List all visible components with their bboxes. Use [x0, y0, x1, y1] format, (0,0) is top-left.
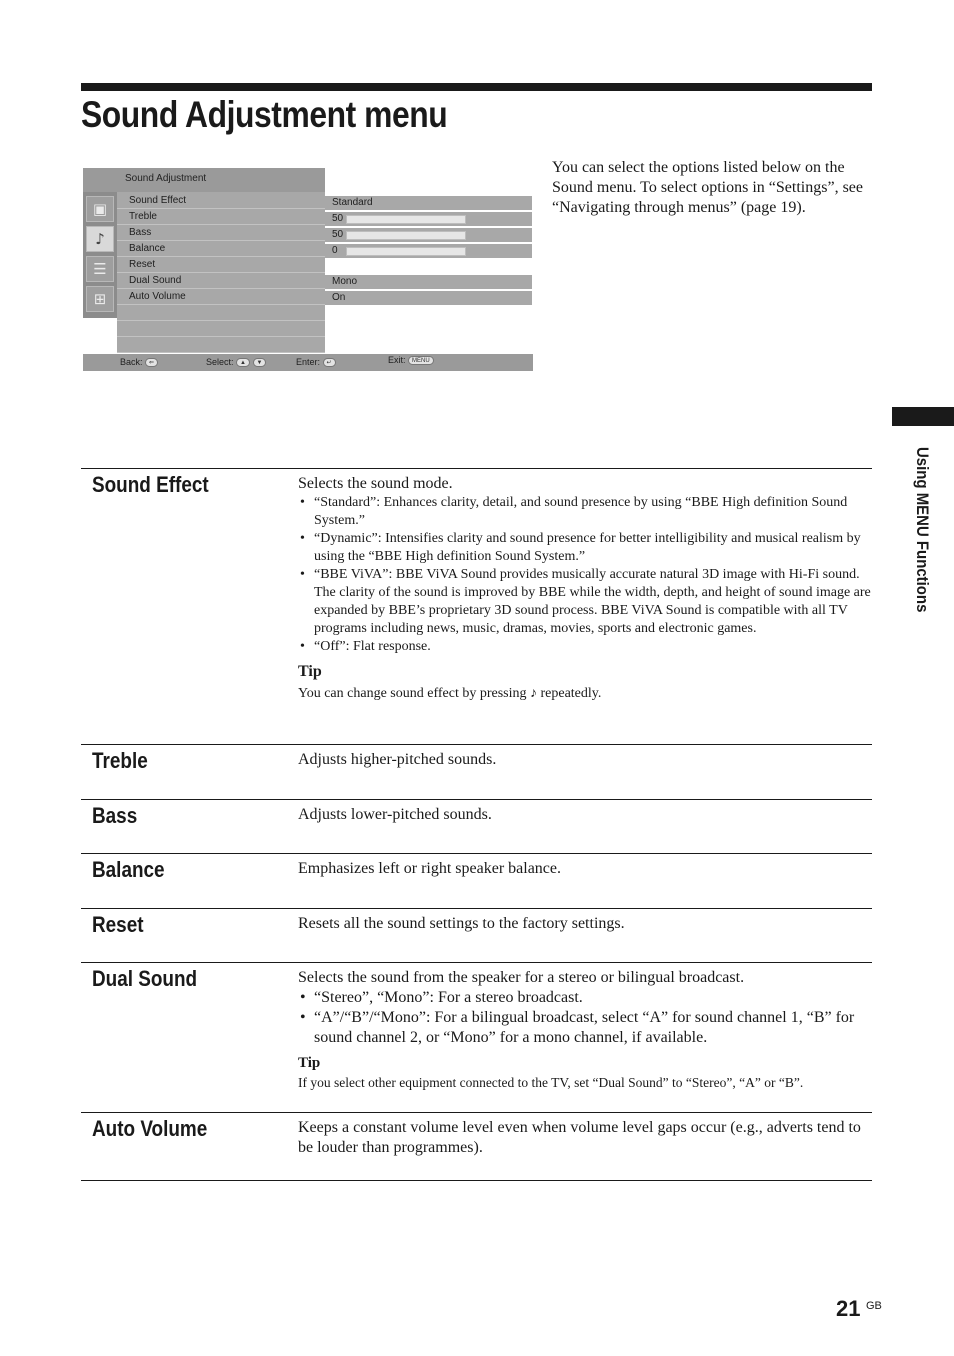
osd-item-bass: Bass — [117, 225, 325, 241]
desc-bass: Adjusts lower-pitched sounds. — [298, 806, 492, 823]
osd-value-sound-effect — [325, 196, 532, 210]
desc-sound-effect — [298, 474, 874, 703]
osd-screen — [83, 168, 533, 372]
term-bass: Bass — [92, 803, 138, 828]
osd-footer-exit-label: Exit: — [388, 355, 406, 365]
settings-toolbox-icon: ⊞ — [86, 286, 114, 312]
intro-paragraph: You can select the options listed below on the Sound menu. To select options in “Settings”, see “Navigating through menus” (page 19). — [552, 159, 863, 216]
osd-item-sound-effect: Sound Effect — [117, 193, 325, 209]
side-tab-text: Using MENU Functions — [913, 447, 932, 613]
osd-footer-back-label: Back: — [120, 357, 143, 367]
osd-item-reset: Reset — [117, 257, 325, 273]
sound-effect-options — [298, 494, 874, 656]
osd-value-text: 50 — [332, 213, 344, 224]
osd-value-text: On — [332, 292, 346, 303]
tip-text: You can change sound effect by pressing ♪ repeatedly. — [298, 686, 602, 701]
sound-effect-lead: Selects the sound mode. — [298, 475, 453, 492]
dual-sound-options — [298, 988, 874, 1048]
osd-item-empty — [117, 337, 325, 353]
desc-treble: Adjusts higher-pitched sounds. — [298, 751, 497, 768]
osd-footer-select — [206, 357, 266, 367]
osd-header-title: Sound Adjustment — [125, 173, 207, 184]
tip-label: Tip — [298, 663, 322, 680]
osd-footer-enter-label: Enter: — [296, 357, 321, 367]
desc-dual-sound — [298, 968, 874, 1092]
list-item: • “BBE ViVA”: BBE ViVA Sound provides musically accurate natural 3D image with Hi-Fi sound. The clarity of the sound is improved by BBE while the width, depth, and height of sound image are expanded by BBE’s proprietary 3D sound process. BBE ViVA Sound is compatible with all TV programs including news, music, dramas, movies, sports and electronic games. — [298, 566, 874, 638]
osd-value-text: 50 — [332, 229, 344, 240]
page-title: Sound Adjustment menu — [81, 94, 448, 135]
desc-auto-volume: Keeps a constant volume level even when volume level gaps occur (e.g., adverts tend to be louder than programmes). — [298, 1119, 861, 1156]
desc-balance: Emphasizes left or right speaker balance. — [298, 860, 561, 877]
up-arrow-icon: ▲ — [236, 358, 250, 367]
osd-item-treble: Treble — [117, 209, 325, 225]
term-auto-volume: Auto Volume — [92, 1116, 208, 1141]
treble-level-bar — [346, 215, 466, 224]
balance-level-bar — [346, 247, 466, 256]
term-sound-effect: Sound Effect — [92, 472, 209, 497]
osd-value-auto-volume — [325, 291, 532, 305]
osd-item-empty — [117, 305, 325, 321]
enter-arrow-icon: ↵ — [323, 358, 336, 367]
osd-item-auto-volume: Auto Volume — [117, 289, 325, 305]
picture-icon: ▣ — [86, 196, 114, 222]
list-item: • “Off”: Flat response. — [298, 638, 874, 656]
title-rule — [81, 83, 872, 91]
osd-footer-select-label: Select: — [206, 357, 234, 367]
side-tab-label — [912, 447, 932, 647]
sound-note-icon: ♪ — [86, 226, 114, 252]
section-divider — [81, 908, 872, 909]
section-divider — [81, 468, 872, 469]
desc-reset: Resets all the sound settings to the factory settings. — [298, 915, 625, 932]
list-item: • “Standard”: Enhances clarity, detail, and sound presence by using “BBE High definition Sound System.” — [298, 494, 874, 530]
page-number: 21 — [836, 1296, 861, 1321]
osd-footer-enter — [296, 357, 336, 367]
osd-footer-exit — [388, 355, 434, 365]
osd-item-balance: Balance — [117, 241, 325, 257]
osd-value-bass — [325, 228, 532, 242]
osd-value-balance — [325, 244, 532, 258]
osd-value-dual-sound — [325, 275, 532, 289]
section-divider — [81, 744, 872, 745]
osd-icon-bar — [83, 192, 117, 318]
side-tab-marker — [892, 407, 954, 426]
section-divider — [81, 962, 872, 963]
osd-value-text: Mono — [332, 276, 358, 287]
tip-label: Tip — [298, 1055, 321, 1071]
osd-item-empty — [117, 321, 325, 337]
section-divider — [81, 799, 872, 800]
osd-menu-list — [117, 192, 325, 353]
section-divider — [81, 1112, 872, 1113]
term-dual-sound: Dual Sound — [92, 966, 198, 991]
tip-text: If you select other equipment connected to the TV, set “Dual Sound” to “Stereo”, “A” or “B”. — [298, 1075, 804, 1090]
menu-key-icon: MENU — [408, 356, 434, 365]
term-balance: Balance — [92, 857, 165, 882]
list-item: • “Stereo”, “Mono”: For a stereo broadcast. — [298, 988, 874, 1008]
back-arrow-icon: ⇐ — [145, 358, 158, 367]
osd-footer-back — [120, 357, 158, 367]
list-item: • “Dynamic”: Intensifies clarity and sound presence for better intelligibility and musical realism by using the “BBE High definition Sound System.” — [298, 530, 874, 566]
osd-value-treble — [325, 212, 532, 226]
bass-level-bar — [346, 231, 466, 240]
term-reset: Reset — [92, 912, 144, 937]
osd-value-text: 0 — [332, 245, 338, 256]
osd-header — [83, 168, 325, 192]
term-treble: Treble — [92, 748, 148, 773]
down-arrow-icon: ▼ — [253, 358, 267, 367]
features-list-icon: ☰ — [86, 256, 114, 282]
dual-sound-lead: Selects the sound from the speaker for a stereo or bilingual broadcast. — [298, 969, 745, 986]
section-divider — [81, 853, 872, 854]
osd-value-text: Standard — [332, 197, 373, 208]
osd-footer — [83, 354, 533, 371]
osd-item-dual-sound: Dual Sound — [117, 273, 325, 289]
list-item: • “A”/“B”/“Mono”: For a bilingual broadcast, select “A” for sound channel 1, “B” for sound channel 2, or “Mono” for a mono channel, if available. — [298, 1008, 874, 1048]
page-region-code: GB — [866, 1300, 882, 1312]
section-divider — [81, 1180, 872, 1181]
